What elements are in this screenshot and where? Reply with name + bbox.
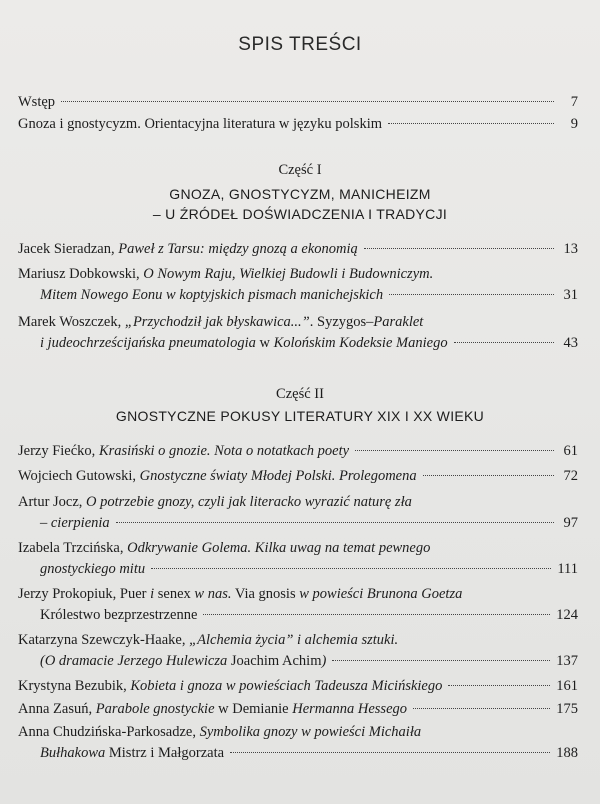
dot-leader xyxy=(388,123,554,124)
entry-text-segment: i judeochrześcijańska pneumatologia xyxy=(40,335,256,351)
entry-text-segment: Jerzy Prokopiuk, xyxy=(18,586,120,602)
entry-line xyxy=(18,466,578,487)
dot-leader xyxy=(151,568,551,569)
entry-text-segment: ) xyxy=(321,653,327,669)
page-number: 72 xyxy=(563,468,578,484)
entry-line xyxy=(18,676,578,697)
entry-text-segment: gnostyckiego mitu xyxy=(40,561,146,577)
toc-entry xyxy=(18,722,578,764)
entry-title xyxy=(18,676,442,697)
entry-text-segment: Paweł z Tarsu: między gnozą a ekonomią xyxy=(118,241,358,257)
entry-line xyxy=(18,239,578,260)
entry-title xyxy=(40,513,110,534)
part1-label: Część I xyxy=(278,162,322,178)
entry-text-segment: Parabole gnostyckie xyxy=(95,701,215,717)
entry-text-segment: Krasiński o gnozie. Nota o notatkach poety xyxy=(98,443,350,459)
toc-entry xyxy=(18,114,578,135)
entry-line xyxy=(18,92,578,113)
page-number: 161 xyxy=(556,678,578,694)
entry-text-segment: Joachim Achim xyxy=(227,653,322,669)
entry-line xyxy=(18,492,578,513)
toc-entry xyxy=(18,264,578,306)
page-number: 31 xyxy=(563,287,578,303)
entry-text-segment: w Demianie xyxy=(214,701,293,717)
entry-text-segment: Katarzyna Szewczyk-Haake, xyxy=(18,632,190,648)
entry-title xyxy=(18,312,423,333)
dot-leader xyxy=(364,248,554,249)
entry-title xyxy=(40,285,383,306)
entry-title xyxy=(40,651,326,672)
entry-text-segment: Symbolika gnozy w powieści Michaiła xyxy=(199,724,422,740)
entry-title xyxy=(40,743,224,764)
entry-text-segment: Mitem Nowego Eonu w koptyjskich pismach manichejskich xyxy=(40,287,384,303)
toc-entry xyxy=(18,312,578,354)
toc-entry xyxy=(18,492,578,534)
entry-line xyxy=(18,513,578,534)
dot-leader xyxy=(413,708,550,709)
entry-text-segment: Jacek Sieradzan, xyxy=(18,241,119,257)
part2-heading: GNOSTYCZNE POKUSY LITERATURY XIX I XX WIEKU xyxy=(115,408,485,424)
part2-label: Część II xyxy=(276,386,324,402)
toc-entry xyxy=(18,239,578,260)
toc-entry xyxy=(18,92,578,113)
dot-leader xyxy=(230,752,550,753)
page-number: 188 xyxy=(556,745,578,761)
entry-text-segment: Izabela Trzcińska, xyxy=(18,540,128,556)
dot-leader xyxy=(448,685,550,686)
entry-line xyxy=(18,699,578,720)
entry-line xyxy=(18,651,578,672)
entry-line xyxy=(18,538,578,559)
entry-text-segment: – cierpienia xyxy=(40,515,110,531)
page-number: 61 xyxy=(563,443,578,459)
entry-title xyxy=(18,722,421,743)
part1-heading-line2: – U ŹRÓDEŁ DOŚWIADCZENIA I TRADYCJI xyxy=(152,206,448,222)
entry-text-segment: Mariusz Dobkowski, xyxy=(18,266,144,282)
entry-text-segment: „Przychodził jak błyskawica...” xyxy=(124,314,310,330)
entry-text-segment: . Syzygos– xyxy=(309,314,374,330)
entry-line xyxy=(18,285,578,306)
entry-line xyxy=(18,630,578,651)
entry-line xyxy=(18,559,578,580)
entry-text-segment: Hermanna Hessego xyxy=(292,701,408,717)
entry-title xyxy=(18,630,398,651)
page-number: 7 xyxy=(570,94,578,110)
entry-text-segment: Wstęp xyxy=(18,94,56,110)
dot-leader xyxy=(355,450,554,451)
dot-leader xyxy=(389,294,554,295)
entry-title xyxy=(18,114,382,135)
page-number: 137 xyxy=(556,653,578,669)
page-title: SPIS TREŚCI xyxy=(238,34,362,55)
entry-title xyxy=(18,264,433,285)
toc-entry xyxy=(18,630,578,672)
entry-text-segment: Jerzy Fiećko, xyxy=(18,443,99,459)
toc-entry xyxy=(18,676,578,697)
entry-title xyxy=(18,699,407,720)
page-number: 175 xyxy=(556,701,578,717)
dot-leader xyxy=(332,660,550,661)
entry-text-segment: Marek Woszczek, xyxy=(18,314,125,330)
page-number: 13 xyxy=(563,241,578,257)
page-number: 124 xyxy=(556,607,578,623)
dot-leader xyxy=(116,522,554,523)
entry-text-segment: Anna Chudzińska-Parkosadze, xyxy=(18,724,200,740)
entry-text-segment: Gnoza i gnostycyzm. Orientacyjna literatura w języku polskim xyxy=(18,116,383,132)
toc-entry xyxy=(18,441,578,462)
entry-title xyxy=(18,239,358,260)
part1-heading-line1: GNOZA, GNOSTYCYZM, MANICHEIZM xyxy=(169,186,431,202)
entry-line xyxy=(18,264,578,285)
entry-text-segment: (O dramacie Jerzego Hulewicza xyxy=(40,653,228,669)
entry-text-segment: senex xyxy=(154,586,195,602)
entry-text-segment: Królestwo bezprzestrzenne xyxy=(40,607,198,623)
entry-line xyxy=(18,441,578,462)
entry-text-segment: Via gnosis xyxy=(231,586,300,602)
toc-entry xyxy=(18,699,578,720)
entry-title xyxy=(18,466,417,487)
entry-line xyxy=(18,605,578,626)
entry-line xyxy=(18,312,578,333)
dot-leader xyxy=(423,475,554,476)
dot-leader xyxy=(454,342,554,343)
entry-text-segment: Odkrywanie Golema. Kilka uwag na temat pewnego xyxy=(127,540,431,556)
entry-text-segment: Gnostyczne światy Młodej Polski. Prolegomena xyxy=(139,468,417,484)
entry-text-segment: w powieści Brunona Goetza xyxy=(299,586,463,602)
toc-entry xyxy=(18,584,578,626)
entry-text-segment: Paraklet xyxy=(373,314,424,330)
dot-leader xyxy=(203,614,550,615)
entry-title xyxy=(18,584,462,605)
entry-text-segment: Kobieta i gnoza w powieściach Tadeusza Micińskiego xyxy=(130,678,443,694)
toc-entry xyxy=(18,466,578,487)
entry-line xyxy=(18,114,578,135)
entry-line xyxy=(18,584,578,605)
entry-text-segment: w xyxy=(255,335,274,351)
toc-entry xyxy=(18,538,578,580)
dot-leader xyxy=(61,101,554,102)
entry-text-segment: Wojciech Gutowski, xyxy=(18,468,140,484)
entry-line xyxy=(18,722,578,743)
entry-title xyxy=(18,92,55,113)
entry-text-segment: O Nowym Raju, Wielkiej Budowli i Budowniczym. xyxy=(143,266,434,282)
entry-title xyxy=(40,605,197,626)
entry-line xyxy=(18,743,578,764)
entry-text-segment: Artur Jocz, xyxy=(18,494,87,510)
page-number: 43 xyxy=(563,335,578,351)
entry-text-segment: Anna Zasuń, xyxy=(18,701,96,717)
entry-text-segment: Mistrz i Małgorzata xyxy=(105,745,225,761)
entry-text-segment: Krystyna Bezubik, xyxy=(18,678,131,694)
entry-text-segment: O potrzebie gnozy, czyli jak literacko wyrazić naturę zła xyxy=(86,494,412,510)
entry-title xyxy=(40,559,145,580)
entry-text-segment: Kolońskim Kodeksie Maniego xyxy=(273,335,448,351)
page-number: 9 xyxy=(570,116,578,132)
entry-title xyxy=(18,538,430,559)
page-number: 111 xyxy=(557,561,578,577)
page-number: 97 xyxy=(563,515,578,531)
entry-line xyxy=(18,333,578,354)
entry-text-segment: Puer xyxy=(119,586,151,602)
entry-text-segment: i xyxy=(150,586,155,602)
entry-title xyxy=(18,492,412,513)
entry-text-segment: Bułhakowa xyxy=(40,745,106,761)
entry-text-segment: „Alchemia życia” i alchemia sztuki. xyxy=(189,632,399,648)
entry-title xyxy=(18,441,349,462)
entry-title xyxy=(40,333,448,354)
entry-text-segment: w nas. xyxy=(194,586,232,602)
